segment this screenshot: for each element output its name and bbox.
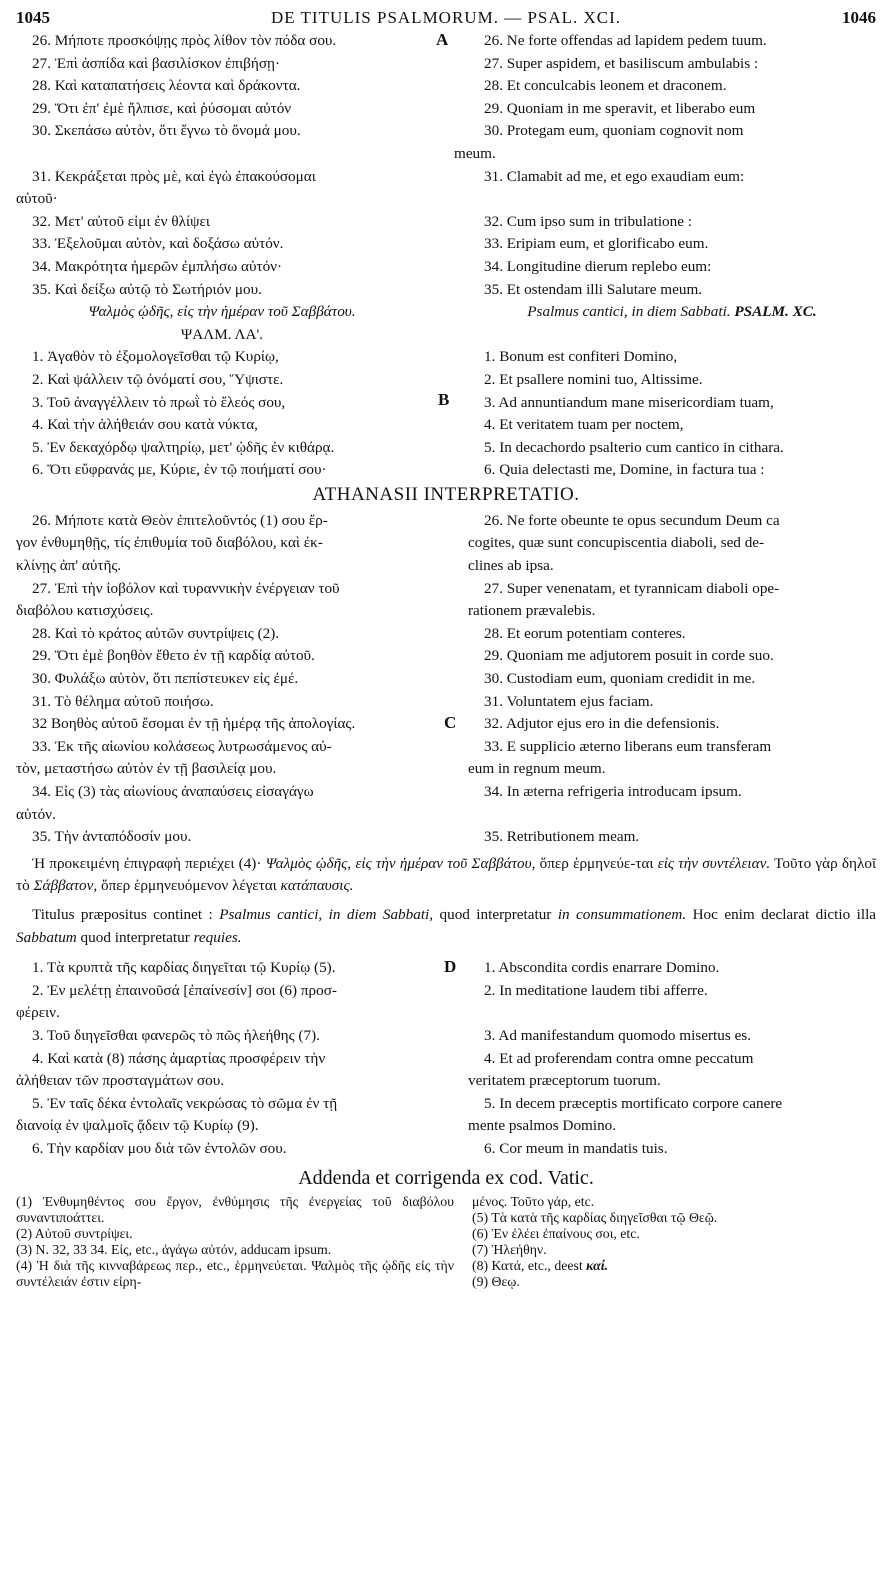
- greek-line: 35. Καὶ δείξω αὐτῷ τὸ Σωτήριόν μου.: [32, 280, 262, 298]
- running-title: DE TITULIS PSALMORUM. — PSAL. XCI.: [270, 8, 622, 27]
- section-interpretation-1-6: [16, 957, 876, 1160]
- greek-line: 6. Τὴν καρδίαν μου διὰ τῶν ἐντολῶν σου.: [32, 1139, 287, 1157]
- greek-line: 26. Μήποτε κατὰ Θεὸν ἐπιτελοῦντός (1) σου ἔρ-: [32, 511, 328, 529]
- latin-line: [468, 188, 876, 211]
- greek-line: 33. Ἐκ τῆς αἰωνίου κολάσεως λυτρωσάμενος αὐ-: [32, 737, 332, 755]
- greek-line: 5. Ἐν δεκαχόρδῳ ψαλτηρίῳ, μετ' ᾠδῆς ἐν κιθάρᾳ.: [32, 438, 335, 456]
- latin-line: 29. Quoniam in me speravit, et liberabo eum: [484, 99, 756, 117]
- latin-line: 2. In meditatione laudem tibi afferre.: [484, 981, 708, 999]
- latin-line: 32. Cum ipso sum in tribulatione :: [484, 212, 692, 230]
- latin-line: [468, 804, 876, 827]
- latin-psalm-title-line: [468, 301, 876, 324]
- greek-line: 27. Ἐπὶ ἀσπίδα καὶ βασιλίσκον ἐπιβήσῃ·: [32, 54, 281, 72]
- greek-line: αὐτοῦ·: [16, 190, 58, 208]
- greek-column: [16, 510, 446, 849]
- greek-line: 35. Τὴν ἀνταπόδοσίν μου.: [32, 828, 192, 846]
- athanasius-heading: ATHANASII INTERPRETATIO.: [312, 483, 580, 505]
- latin-column: [446, 346, 876, 482]
- latin-line: 27. Super aspidem, et basiliscum ambulabis :: [484, 54, 759, 72]
- latin-line: 5. In decem præceptis mortificato corpore canere: [484, 1094, 783, 1112]
- page: [16, 8, 876, 1290]
- greek-line: γον ἐνθυμηθῇς, τίς ἐπιθυμία τοῦ διαβόλου, καὶ ἐκ-: [16, 534, 323, 552]
- greek-line: 1. Ἀγαθὸν τὸ ἐξομολογεῖσθαι τῷ Κυρίῳ,: [32, 348, 279, 366]
- footnote: (5) Τὰ κατὰ τῆς καρδίας διηγεῖσθαι τῷ Θεῷ.: [472, 1209, 718, 1225]
- greek-line: 2. Καὶ ψάλλειν τῷ ὀνόματί σου, Ὕψιστε.: [32, 370, 284, 388]
- latin-line: 35. Retributionem meam.: [484, 828, 640, 846]
- greek-line: 30. Φυλάξω αὐτὸν, ὅτι πεπίστευκεν εἰς ἐμέ.: [32, 670, 299, 688]
- greek-line: 6. Ὅτι εὔφρανάς με, Κύριε, ἐν τῷ ποιήματί σου·: [32, 461, 327, 479]
- greek-line: 29. Ὅτι ἐμὲ βοηθὸν ἔθετο ἐν τῇ καρδίᾳ αὐτοῦ.: [32, 647, 315, 665]
- greek-line: 31. Τὸ θέλημα αὐτοῦ ποιήσω.: [32, 692, 214, 710]
- latin-line: 33. Eripiam eum, et glorificabo eum.: [484, 235, 709, 253]
- greek-line: 28. Καὶ καταπατήσεις λέοντα καὶ δράκοντα.: [32, 77, 301, 95]
- greek-column: [16, 957, 446, 1160]
- latin-line: clines ab ipsa.: [468, 557, 554, 575]
- latin-line: veritatem præceptorum tuorum.: [468, 1072, 661, 1090]
- footnote: (4) Ἡ διὰ τῆς κινναβάρεως περ., etc., ἑρμηνεύεται. Ψαλμὸς τῆς ᾠδῆς εἰς τὴν συντέλειάν ἐστιν εἰρη-: [16, 1257, 454, 1289]
- latin-line: 31. Voluntatem ejus faciam.: [484, 692, 654, 710]
- footnote: μένος. Τοῦτο γάρ, etc.: [472, 1193, 595, 1209]
- section-verses-26-35: [16, 30, 876, 301]
- footnote: (6) Ἐν ἐλέει ἐπαίνους σοι, etc.: [472, 1225, 640, 1241]
- footnote: (2) Αὐτοῦ συντρίψει.: [16, 1225, 133, 1241]
- latin-line: 26. Ne forte offendas ad lapidem pedem tuum.: [484, 32, 767, 49]
- psalm-title-block: [16, 301, 876, 346]
- latin-line: cogites, quæ sunt concupiscentia diaboli, sed de-: [468, 534, 765, 552]
- footnote: (1) Ἐνθυμηθέντος σου ἔργον, ἐνθύμησις τῆς ἐνεργείας τοῦ διαβόλου συναντιποάττει.: [16, 1193, 454, 1225]
- greek-line: 27. Ἐπὶ τὴν ἰοβόλον καὶ τυραννικὴν ἐνέργειαν τοῦ: [32, 579, 340, 597]
- latin-line: 6. Cor meum in mandatis tuis.: [484, 1139, 668, 1157]
- latin-line: 30. Custodiam eum, quoniam credidit in me.: [484, 670, 756, 688]
- greek-line: διαβόλου κατισχύσεις.: [16, 602, 154, 620]
- latin-line: 1. Abscondita cordis enarrare Domino.: [484, 959, 720, 977]
- greek-line: 26. Μήποτε προσκόψῃς πρὸς λίθον τὸν πόδα σου.: [32, 32, 337, 49]
- greek-line: 4. Καὶ κατὰ (8) πάσης ἁμαρτίας προσφέρειν τὴν: [32, 1049, 326, 1067]
- greek-line: 4. Καὶ τὴν ἀλήθειάν σου κατὰ νύκτα,: [32, 416, 258, 434]
- addenda-heading: Addenda et corrigenda ex cod. Vatic.: [298, 1166, 594, 1189]
- latin-line: 33. E supplicio æterno liberans eum transferam: [484, 737, 772, 755]
- marginal-letter-b: B: [438, 390, 450, 410]
- latin-commentary-paragraph: Titulus præpositus continet : Psalmus cantici, in diem Sabbati, quod interpretatur in consummationem. Hoc enim declarat dictio illa Sabbatum quod interpretatur requies.: [16, 905, 877, 946]
- greek-line: 5. Ἐν ταῖς δέκα ἐντολαῖς νεκρώσας τὸ σῶμα ἐν τῇ: [32, 1094, 338, 1112]
- greek-line: αὐτόν.: [16, 805, 56, 823]
- greek-line: 34. Εἰς (3) τὰς αἰωνίους ἀναπαύσεις εἰσαγάγω: [32, 783, 314, 800]
- greek-line: κλίνῃς ἀπ' αὐτῆς.: [16, 557, 122, 575]
- latin-line: 26. Ne forte obeunte te opus secundum Deum ca: [484, 511, 780, 529]
- latin-line: 34. In æterna refrigeria introducam ipsum.: [484, 783, 742, 800]
- latin-line: 34. Longitudine dierum replebo eum:: [484, 257, 712, 275]
- latin-line: 2. Et psallere nomini tuo, Altissime.: [484, 370, 703, 388]
- page-number-right: 1046: [842, 8, 876, 27]
- latin-line: 5. In decachordo psalterio cum cantico in cithara.: [484, 438, 784, 456]
- latin-line: 28. Et conculcabis leonem et draconem.: [484, 77, 727, 95]
- latin-line: 4. Et ad proferendam contra omne peccatum: [484, 1049, 754, 1067]
- footnotes-left-column: [16, 1194, 464, 1290]
- latin-line: 3. Ad annuntiandum mane misericordiam tuam,: [484, 393, 774, 411]
- greek-line: 2. Ἐν μελέτῃ ἐπαινοῦσά [ἐπαίνεσίν] σοι (6) προσ-: [32, 981, 337, 999]
- section-athanasius: [16, 510, 876, 849]
- latin-line: 4. Et veritatem tuam per noctem,: [484, 416, 684, 434]
- footnotes: [16, 1194, 876, 1290]
- greek-line: 3. Τοῦ ἀναγγέλλειν τὸ πρωῒ τὸ ἔλεός σου,: [32, 393, 286, 411]
- latin-line: [468, 1002, 876, 1025]
- greek-line: 30. Σκεπάσω αὐτὸν, ὅτι ἔγνω τὸ ὄνομά μου.: [32, 122, 301, 140]
- greek-line: 3. Τοῦ διηγεῖσθαι φανερῶς τὸ πῶς ἠλεήθης (7).: [32, 1026, 320, 1044]
- greek-line: 33. Ἐξελοῦμαι αὐτὸν, καὶ δοξάσω αὐτόν.: [32, 235, 284, 253]
- latin-line: eum in regnum meum.: [468, 760, 606, 778]
- footnote: (9) Θεῳ.: [472, 1273, 520, 1289]
- latin-line: 1. Bonum est confiteri Domino,: [484, 348, 678, 366]
- page-number-left: 1045: [16, 8, 50, 27]
- latin-line: 3. Ad manifestandum quomodo misertus es.: [484, 1026, 752, 1044]
- greek-line: 32. Μετ' αὐτοῦ εἰμι ἐν θλίψει: [32, 212, 211, 230]
- greek-line: διανοίᾳ ἐν ψαλμοῖς ᾄδειν τῷ Κυρίῳ (9).: [16, 1117, 259, 1135]
- greek-line: 34. Μακρότητα ἡμερῶν ἐμπλήσω αὐτόν·: [32, 257, 283, 275]
- marginal-letter-c: C: [444, 712, 457, 732]
- latin-line: meum.: [454, 144, 496, 162]
- latin-line: 27. Super venenatam, et tyrannicam diaboli ope-: [484, 579, 780, 597]
- latin-line: 35. Et ostendam illi Salutare meum.: [484, 280, 703, 298]
- latin-column: [446, 957, 876, 1160]
- latin-line: 30. Protegam eum, quoniam cognovit nom: [484, 122, 744, 140]
- latin-line: 28. Et eorum potentiam conteres.: [484, 624, 686, 642]
- latin-psalm-title: Psalmus cantici, in diem Sabbati.: [527, 303, 731, 321]
- greek-line: [16, 143, 428, 166]
- footnote: (3) N. 32, 33 34. Εἰς, etc., ἀγάγω αὐτόν, adducam ipsum.: [16, 1241, 332, 1257]
- marginal-letter-d: D: [444, 957, 457, 977]
- running-header: [16, 8, 876, 30]
- greek-line: τὸν, μεταστήσω αὐτὸν ἐν τῇ βασιλείᾳ μου.: [16, 760, 277, 778]
- greek-line: ἀλήθειαν τῶν προσταγμάτων σου.: [16, 1072, 225, 1090]
- latin-line: mente psalmos Domino.: [468, 1117, 617, 1135]
- footnote: (8) Κατά, etc., deest καί.: [472, 1257, 609, 1273]
- greek-line: 31. Κεκράξεται πρὸς μὲ, καὶ ἐγὼ ἐπακούσομαι: [32, 167, 316, 185]
- greek-line: 28. Καὶ τὸ κράτος αὐτῶν συντρίψεις (2).: [32, 624, 280, 642]
- greek-line: 1. Τὰ κρυπτὰ τῆς καρδίας διηγεῖται τῷ Κυρίῳ (5).: [32, 959, 336, 977]
- footnotes-right-column: [464, 1194, 876, 1290]
- latin-psalm-number: PSALM. XC.: [734, 303, 817, 321]
- greek-column: [16, 30, 449, 301]
- greek-line: φέρειν.: [16, 1004, 60, 1022]
- latin-line: rationem prævalebis.: [468, 602, 596, 620]
- latin-line: 31. Clamabit ad me, et ego exaudiam eum:: [484, 167, 745, 185]
- latin-line: 29. Quoniam me adjutorem posuit in corde suo.: [484, 647, 774, 665]
- latin-line: 6. Quia delectasti me, Domine, in factura tua :: [484, 461, 765, 479]
- greek-line: 32 Βοηθὸς αὐτοῦ ἔσομαι ἐν τῇ ἡμέρᾳ τῆς ἀπολογίας.: [32, 715, 356, 733]
- latin-column: [446, 30, 876, 301]
- greek-commentary-paragraph: Ἡ προκειμένη ἐπιγραφὴ περιέχει (4)· Ψαλμὸς ᾠδῆς, εἰς τὴν ἡμέραν τοῦ Σαββάτου, ὅπερ ἑρμηνεύε-ται εἰς τὴν συντέλειαν. Τοῦτο γὰρ δηλοῖ τὸ Σάββατον, ὅπερ ἑρμηνευόμενον λέγεται κατάπαυσις.: [16, 854, 877, 895]
- greek-psalm-title: Ψαλμὸς ᾠδῆς, εἰς τὴν ἡμέραν τοῦ Σαββάτου.: [88, 303, 356, 321]
- latin-line: 32. Adjutor ejus ero in die defensionis.: [484, 715, 720, 733]
- marginal-letter-a: A: [436, 30, 449, 49]
- greek-column: [16, 346, 446, 482]
- greek-psalm-number: ΨΑΛΜ. ΛΑ'.: [181, 325, 263, 343]
- latin-column: [446, 510, 876, 849]
- greek-line: 29. Ὅτι ἐπ' ἐμὲ ἤλπισε, καὶ ῥύσομαι αὐτόν: [32, 99, 292, 117]
- footnote: (7) Ἠλεήθην.: [472, 1241, 547, 1257]
- section-verses-1-6: [16, 346, 876, 482]
